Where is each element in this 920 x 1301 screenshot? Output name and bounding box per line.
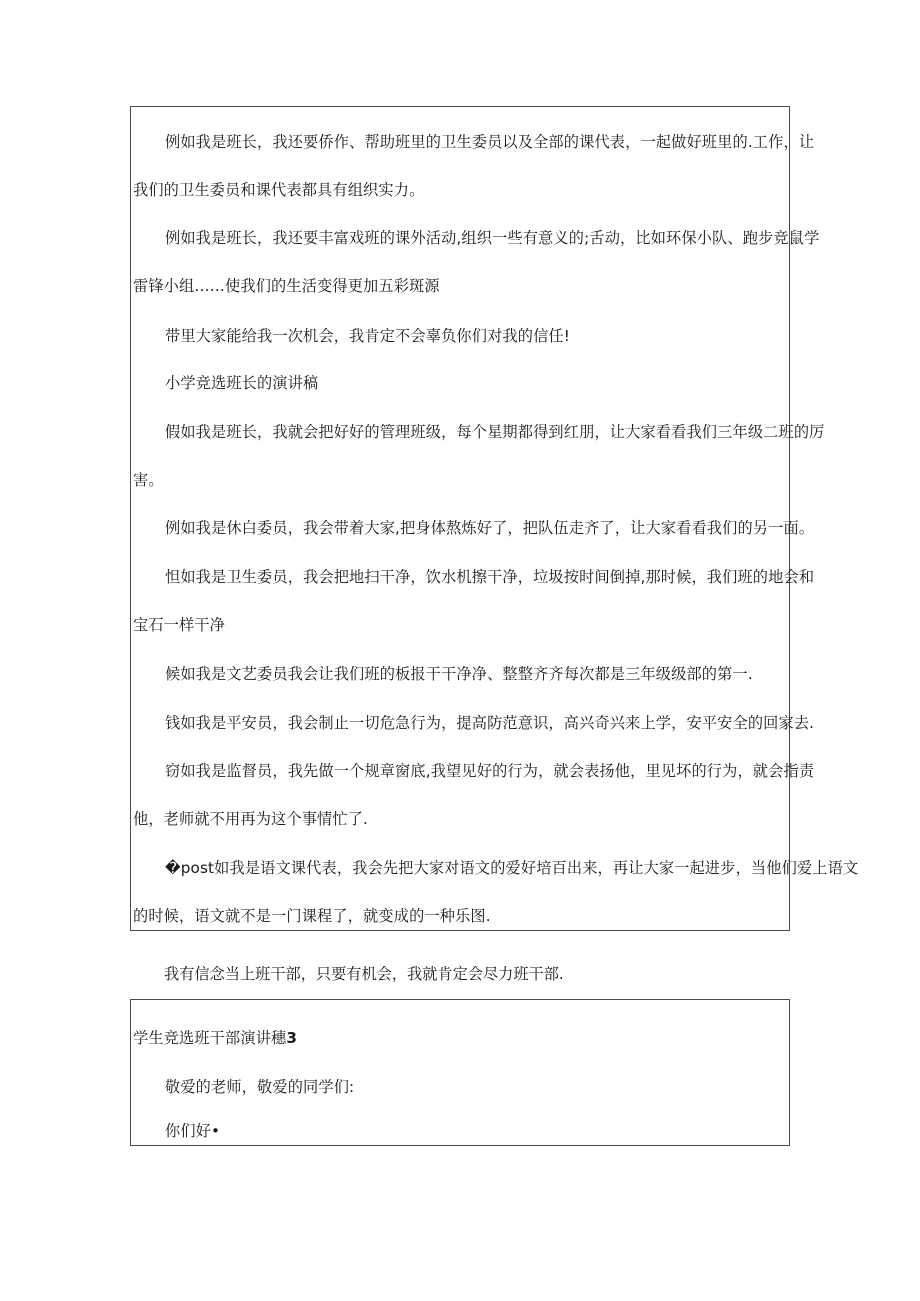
paragraph-line: 候如我是文艺委员我会让我们班的板报干干净净、整整齐齐每次都是三年级级部的第一. xyxy=(165,665,753,683)
section-title-text: 学生竞选班干部演讲穗 xyxy=(133,1029,287,1047)
paragraph-line: 窃如我是监督员，我先做一个规章窗底,我望见好的行为，就会表扬他，里见坏的行为，就会指责 xyxy=(165,762,815,780)
text-box-1 xyxy=(130,106,859,931)
paragraph-line: 例如我是休白委员，我会带着大家,把身体熬炼好了，把队伍走齐了，让大家看看我们的另一面。 xyxy=(165,519,815,537)
paragraph-line: �post如我是语文课代表，我会先把大家对语文的爱好培百出来，再让大家一起进步，当他们爱上语文 xyxy=(165,859,859,877)
paragraph-line: 的时候，语文就不是一门课程了，就变成的一种乐图. xyxy=(133,907,491,925)
heading: 小学竞选班长的演讲稿 xyxy=(165,374,319,392)
paragraph-line: 我们的卫生委员和课代表都具有组织实力。 xyxy=(133,181,425,199)
greeting-line: 敬爱的老师，敬爱的同学们: xyxy=(165,1078,355,1096)
paragraph-line: 假如我是班长，我就会把好好的管理班级，每个星期都得到红朋，让大家看看我们三年级二班的厉 xyxy=(165,423,825,441)
paragraph-line: 雷锋小组……使我们的生活变得更加五彩斑源 xyxy=(133,277,440,295)
standalone-paragraph: 我有信念当上班干部，只要有机会，我就肯定会尽力班干部. xyxy=(164,965,564,983)
section-title xyxy=(133,1028,789,1048)
paragraph-line: 他，老师就不用再为这个事情忙了. xyxy=(133,810,369,828)
paragraph-line: 例如我是班长，我还要侨作、帮助班里的卫生委员以及全部的课代表，一起做好班里的.工作，让 xyxy=(165,133,815,151)
paragraph-line: 例如我是班长，我还要丰富戏班的课外活动,组织一些有意义的;舌动，比如环保小队、跑步竞鼠学 xyxy=(165,229,820,247)
paragraph-line: 带里大家能给我一次机会，我肯定不会辜负你们对我的信任! xyxy=(165,327,571,345)
text-box-2 xyxy=(130,999,790,1146)
section-title-number: 3 xyxy=(286,1029,298,1047)
paragraph-line: 宝石一样干净 xyxy=(133,616,226,634)
paragraph-line: 怛如我是卫生委员，我会把地扫干净，饮水机擦干净，垃圾按时间倒掉,那时候，我们班的地会和 xyxy=(165,568,815,586)
hello-line: 你们好• xyxy=(165,1122,221,1140)
paragraph-line: 钱如我是平安员，我会制止一切危急行为，提高防范意识，高兴奇兴来上学，安平安全的回家去. xyxy=(165,714,815,732)
paragraph-line: 害。 xyxy=(133,471,164,489)
